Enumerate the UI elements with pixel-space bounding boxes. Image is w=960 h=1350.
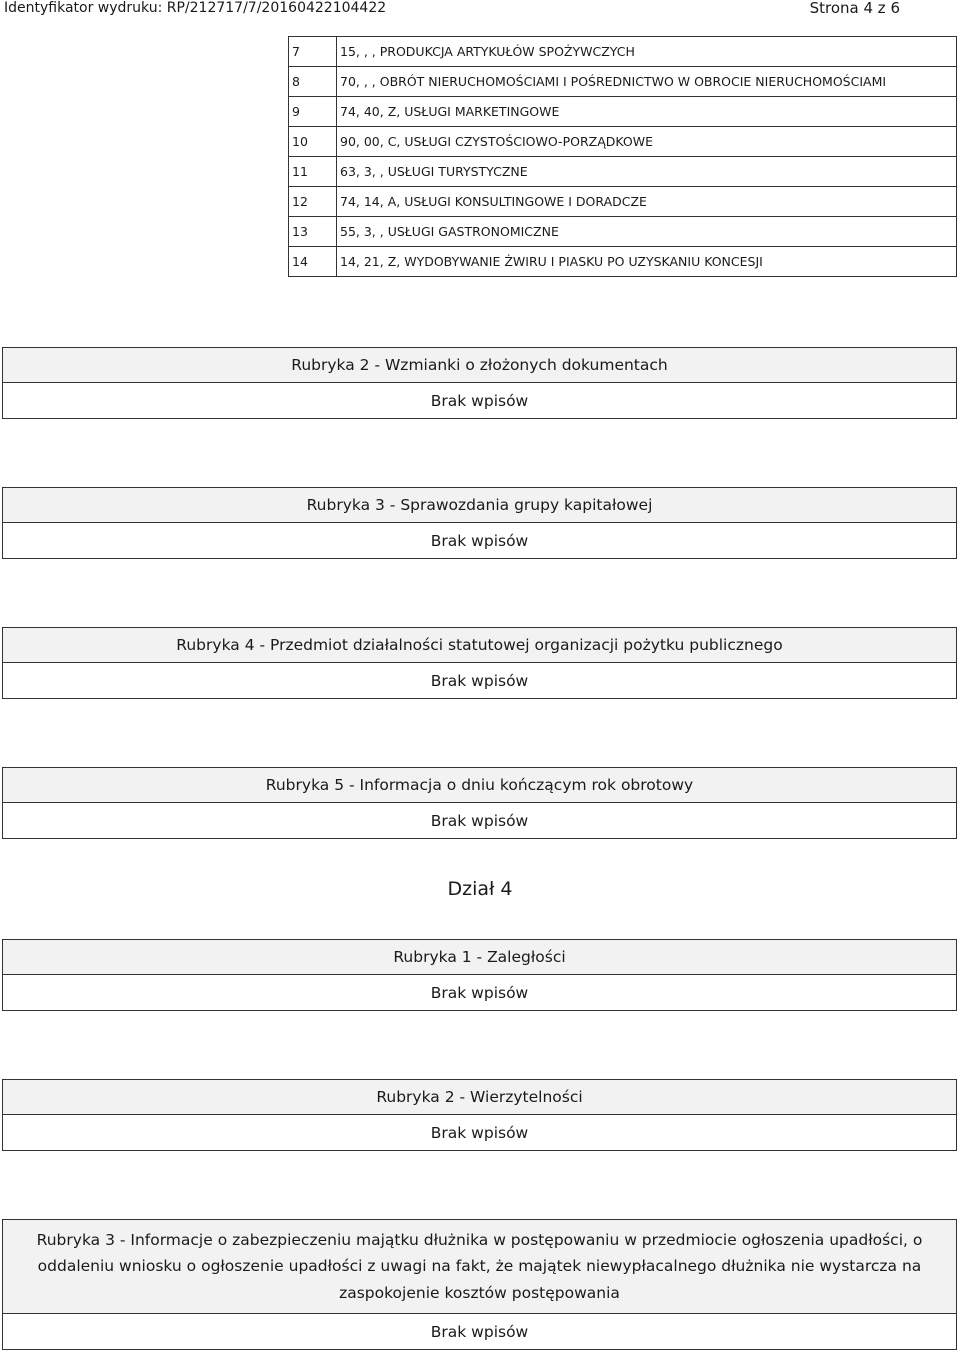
row-text: 55, 3, , USŁUGI GASTRONOMICZNE bbox=[337, 217, 957, 247]
table-row bbox=[289, 67, 957, 97]
row-number: 12 bbox=[289, 187, 337, 217]
section-rubryka-4 bbox=[2, 627, 957, 699]
print-identifier: Identyfikator wydruku: RP/212717/7/20160422104422 bbox=[4, 0, 387, 16]
section-rubryka-5 bbox=[2, 767, 957, 839]
section-body: Brak wpisów bbox=[2, 803, 957, 839]
row-text: 90, 00, C, USŁUGI CZYSTOŚCIOWO-PORZĄDKOWE bbox=[337, 127, 957, 157]
table-row bbox=[289, 157, 957, 187]
table-row bbox=[289, 247, 957, 277]
section-title: Rubryka 5 - Informacja o dniu kończącym rok obrotowy bbox=[2, 767, 957, 803]
section-title: Rubryka 3 - Sprawozdania grupy kapitałowej bbox=[2, 487, 957, 523]
table-row bbox=[289, 127, 957, 157]
section-title: Rubryka 4 - Przedmiot działalności statutowej organizacji pożytku publicznego bbox=[2, 627, 957, 663]
row-text: 74, 40, Z, USŁUGI MARKETINGOWE bbox=[337, 97, 957, 127]
row-number: 10 bbox=[289, 127, 337, 157]
section-body: Brak wpisów bbox=[2, 1314, 957, 1350]
section-title: Rubryka 3 - Informacje o zabezpieczeniu majątku dłużnika w postępowaniu w przedmiocie ogłoszenia upadłości, o oddaleniu wniosku o ogłoszenie upadłości z uwagi na fakt, że majątek niewypłacalnego dłużnika nie wystarcza na zaspokojenie kosztów postępowania bbox=[2, 1219, 957, 1314]
section-body: Brak wpisów bbox=[2, 523, 957, 559]
table-row bbox=[289, 217, 957, 247]
row-text: 14, 21, Z, WYDOBYWANIE ŻWIRU I PIASKU PO UZYSKANIU KONCESJI bbox=[337, 247, 957, 277]
section-body: Brak wpisów bbox=[2, 975, 957, 1011]
section-dzial4-rubryka-3 bbox=[2, 1219, 957, 1350]
row-number: 13 bbox=[289, 217, 337, 247]
row-number: 14 bbox=[289, 247, 337, 277]
section-dzial4-rubryka-1 bbox=[2, 939, 957, 1011]
section-title: Rubryka 1 - Zaległości bbox=[2, 939, 957, 975]
pkd-table bbox=[288, 36, 957, 277]
row-text: 74, 14, A, USŁUGI KONSULTINGOWE I DORADCZE bbox=[337, 187, 957, 217]
section-body: Brak wpisów bbox=[2, 663, 957, 699]
section-title: Rubryka 2 - Wzmianki o złożonych dokumentach bbox=[2, 347, 957, 383]
row-text: 70, , , OBRÓT NIERUCHOMOŚCIAMI I POŚREDNICTWO W OBROCIE NIERUCHOMOŚCIAMI bbox=[337, 67, 957, 97]
table-row bbox=[289, 37, 957, 67]
section-body: Brak wpisów bbox=[2, 383, 957, 419]
row-number: 7 bbox=[289, 37, 337, 67]
row-number: 11 bbox=[289, 157, 337, 187]
row-number: 8 bbox=[289, 67, 337, 97]
row-text: 63, 3, , USŁUGI TURYSTYCZNE bbox=[337, 157, 957, 187]
section-body: Brak wpisów bbox=[2, 1115, 957, 1151]
section-title: Rubryka 2 - Wierzytelności bbox=[2, 1079, 957, 1115]
row-text: 15, , , PRODUKCJA ARTYKUŁÓW SPOŻYWCZYCH bbox=[337, 37, 957, 67]
section-rubryka-3 bbox=[2, 487, 957, 559]
row-number: 9 bbox=[289, 97, 337, 127]
section-rubryka-2 bbox=[2, 347, 957, 419]
table-row bbox=[289, 187, 957, 217]
table-row bbox=[289, 97, 957, 127]
section-dzial4-rubryka-2 bbox=[2, 1079, 957, 1151]
page-number: Strona 4 z 6 bbox=[809, 0, 900, 17]
section-heading-dzial: Dział 4 bbox=[447, 878, 513, 900]
